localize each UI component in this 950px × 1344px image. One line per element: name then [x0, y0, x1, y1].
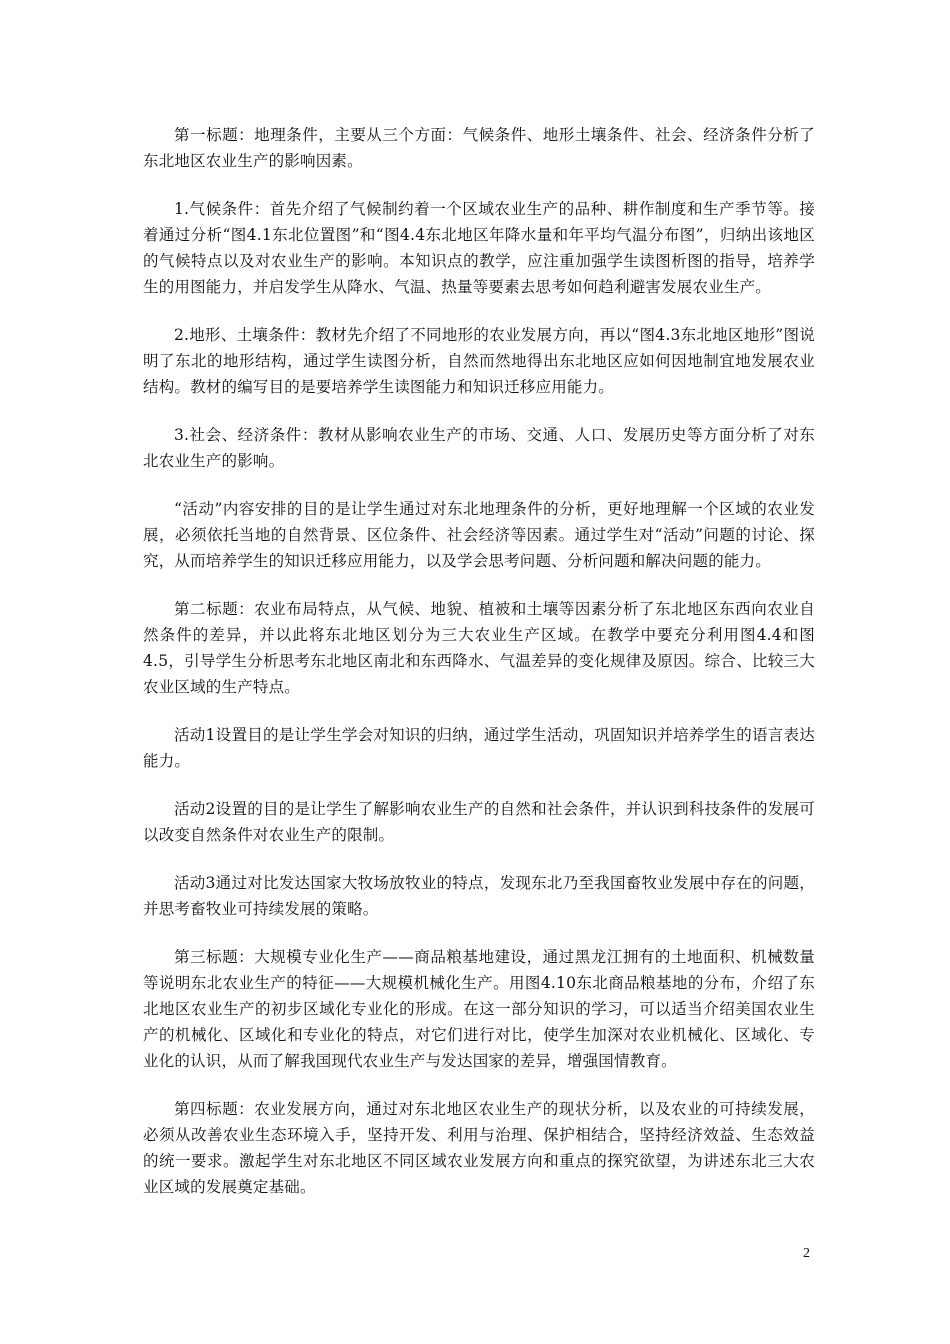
- paragraph-second-heading: 第二标题：农业布局特点，从气候、地貌、植被和土壤等因素分析了东北地区东西向农业自然条件的差异，并以此将东北地区划分为三大农业生产区域。在教学中要充分利用图4.4和图4.5，引导学生分析思考东北地区南北和东西降水、气温差异的变化规律及原因。综合、比较三大农业区域的生产特点。: [143, 600, 815, 696]
- paragraph-first-heading: 第一标题：地理条件，主要从三个方面：气候条件、地形土壤条件、社会、经济条件分析了东北地区农业生产的影响因素。: [143, 126, 815, 170]
- paragraph-fourth-heading: 第四标题：农业发展方向，通过对东北地区农业生产的现状分析，以及农业的可持续发展，必须从改善农业生态环境入手，坚持开发、利用与治理、保护相结合，坚持经济效益、生态效益的统一要求。激起学生对东北地区不同区域农业发展方向和重点的探究欲望，为讲述东北三大农业区域的发展奠定基础。: [143, 1100, 815, 1196]
- paragraph-climate-conditions: 1.气候条件：首先介绍了气候制约着一个区域农业生产的品种、耕作制度和生产季节等。接着通过分析“图4.1东北位置图”和“图4.4东北地区年降水量和年平均气温分布图”，归纳出该地区的气候特点以及对农业生产的影响。本知识点的教学，应注重加强学生读图析图的指导，培养学生的用图能力，并启发学生从降水、气温、热量等要素去思考如何趋利避害发展农业生产。: [143, 200, 815, 296]
- paragraph-terrain-soil-conditions: 2.地形、土壤条件：教材先介绍了不同地形的农业发展方向，再以“图4.3东北地区地形”图说明了东北的地形结构，通过学生读图分析，自然而然地得出东北地区应如何因地制宜地发展农业结构。教材的编写目的是要培养学生读图能力和知识迁移应用能力。: [143, 326, 815, 396]
- paragraph-third-heading: 第三标题：大规模专业化生产——商品粮基地建设，通过黑龙江拥有的土地面积、机械数量等说明东北农业生产的特征——大规模机械化生产。用图4.10东北商品粮基地的分布，介绍了东北地区农业生产的初步区域化专业化的形成。在这一部分知识的学习，可以适当介绍美国农业生产的机械化、区域化和专业化的特点，对它们进行对比，使学生加深对农业机械化、区域化、专业化的认识，从而了解我国现代农业生产与发达国家的差异，增强国情教育。: [143, 948, 815, 1070]
- paragraph-social-economic-conditions: 3.社会、经济条件：教材从影响农业生产的市场、交通、人口、发展历史等方面分析了对东北农业生产的影响。: [143, 426, 815, 470]
- page-number: 2: [803, 1246, 810, 1261]
- paragraph-activity-1: 活动1设置目的是让学生学会对知识的归纳，通过学生活动，巩固知识并培养学生的语言表达能力。: [143, 726, 815, 770]
- paragraph-activity-purpose: “活动”内容安排的目的是让学生通过对东北地理条件的分析，更好地理解一个区域的农业发展，必须依托当地的自然背景、区位条件、社会经济等因素。通过学生对“活动”问题的讨论、探究，从而培养学生的知识迁移应用能力，以及学会思考问题、分析问题和解决问题的能力。: [143, 500, 815, 570]
- paragraph-activity-3: 活动3通过对比发达国家大牧场放牧业的特点，发现东北乃至我国畜牧业发展中存在的问题，并思考畜牧业可持续发展的策略。: [143, 874, 815, 918]
- document-body: [143, 122, 815, 1222]
- paragraph-activity-2: 活动2设置的目的是让学生了解影响农业生产的自然和社会条件，并认识到科技条件的发展可以改变自然条件对农业生产的限制。: [143, 800, 815, 844]
